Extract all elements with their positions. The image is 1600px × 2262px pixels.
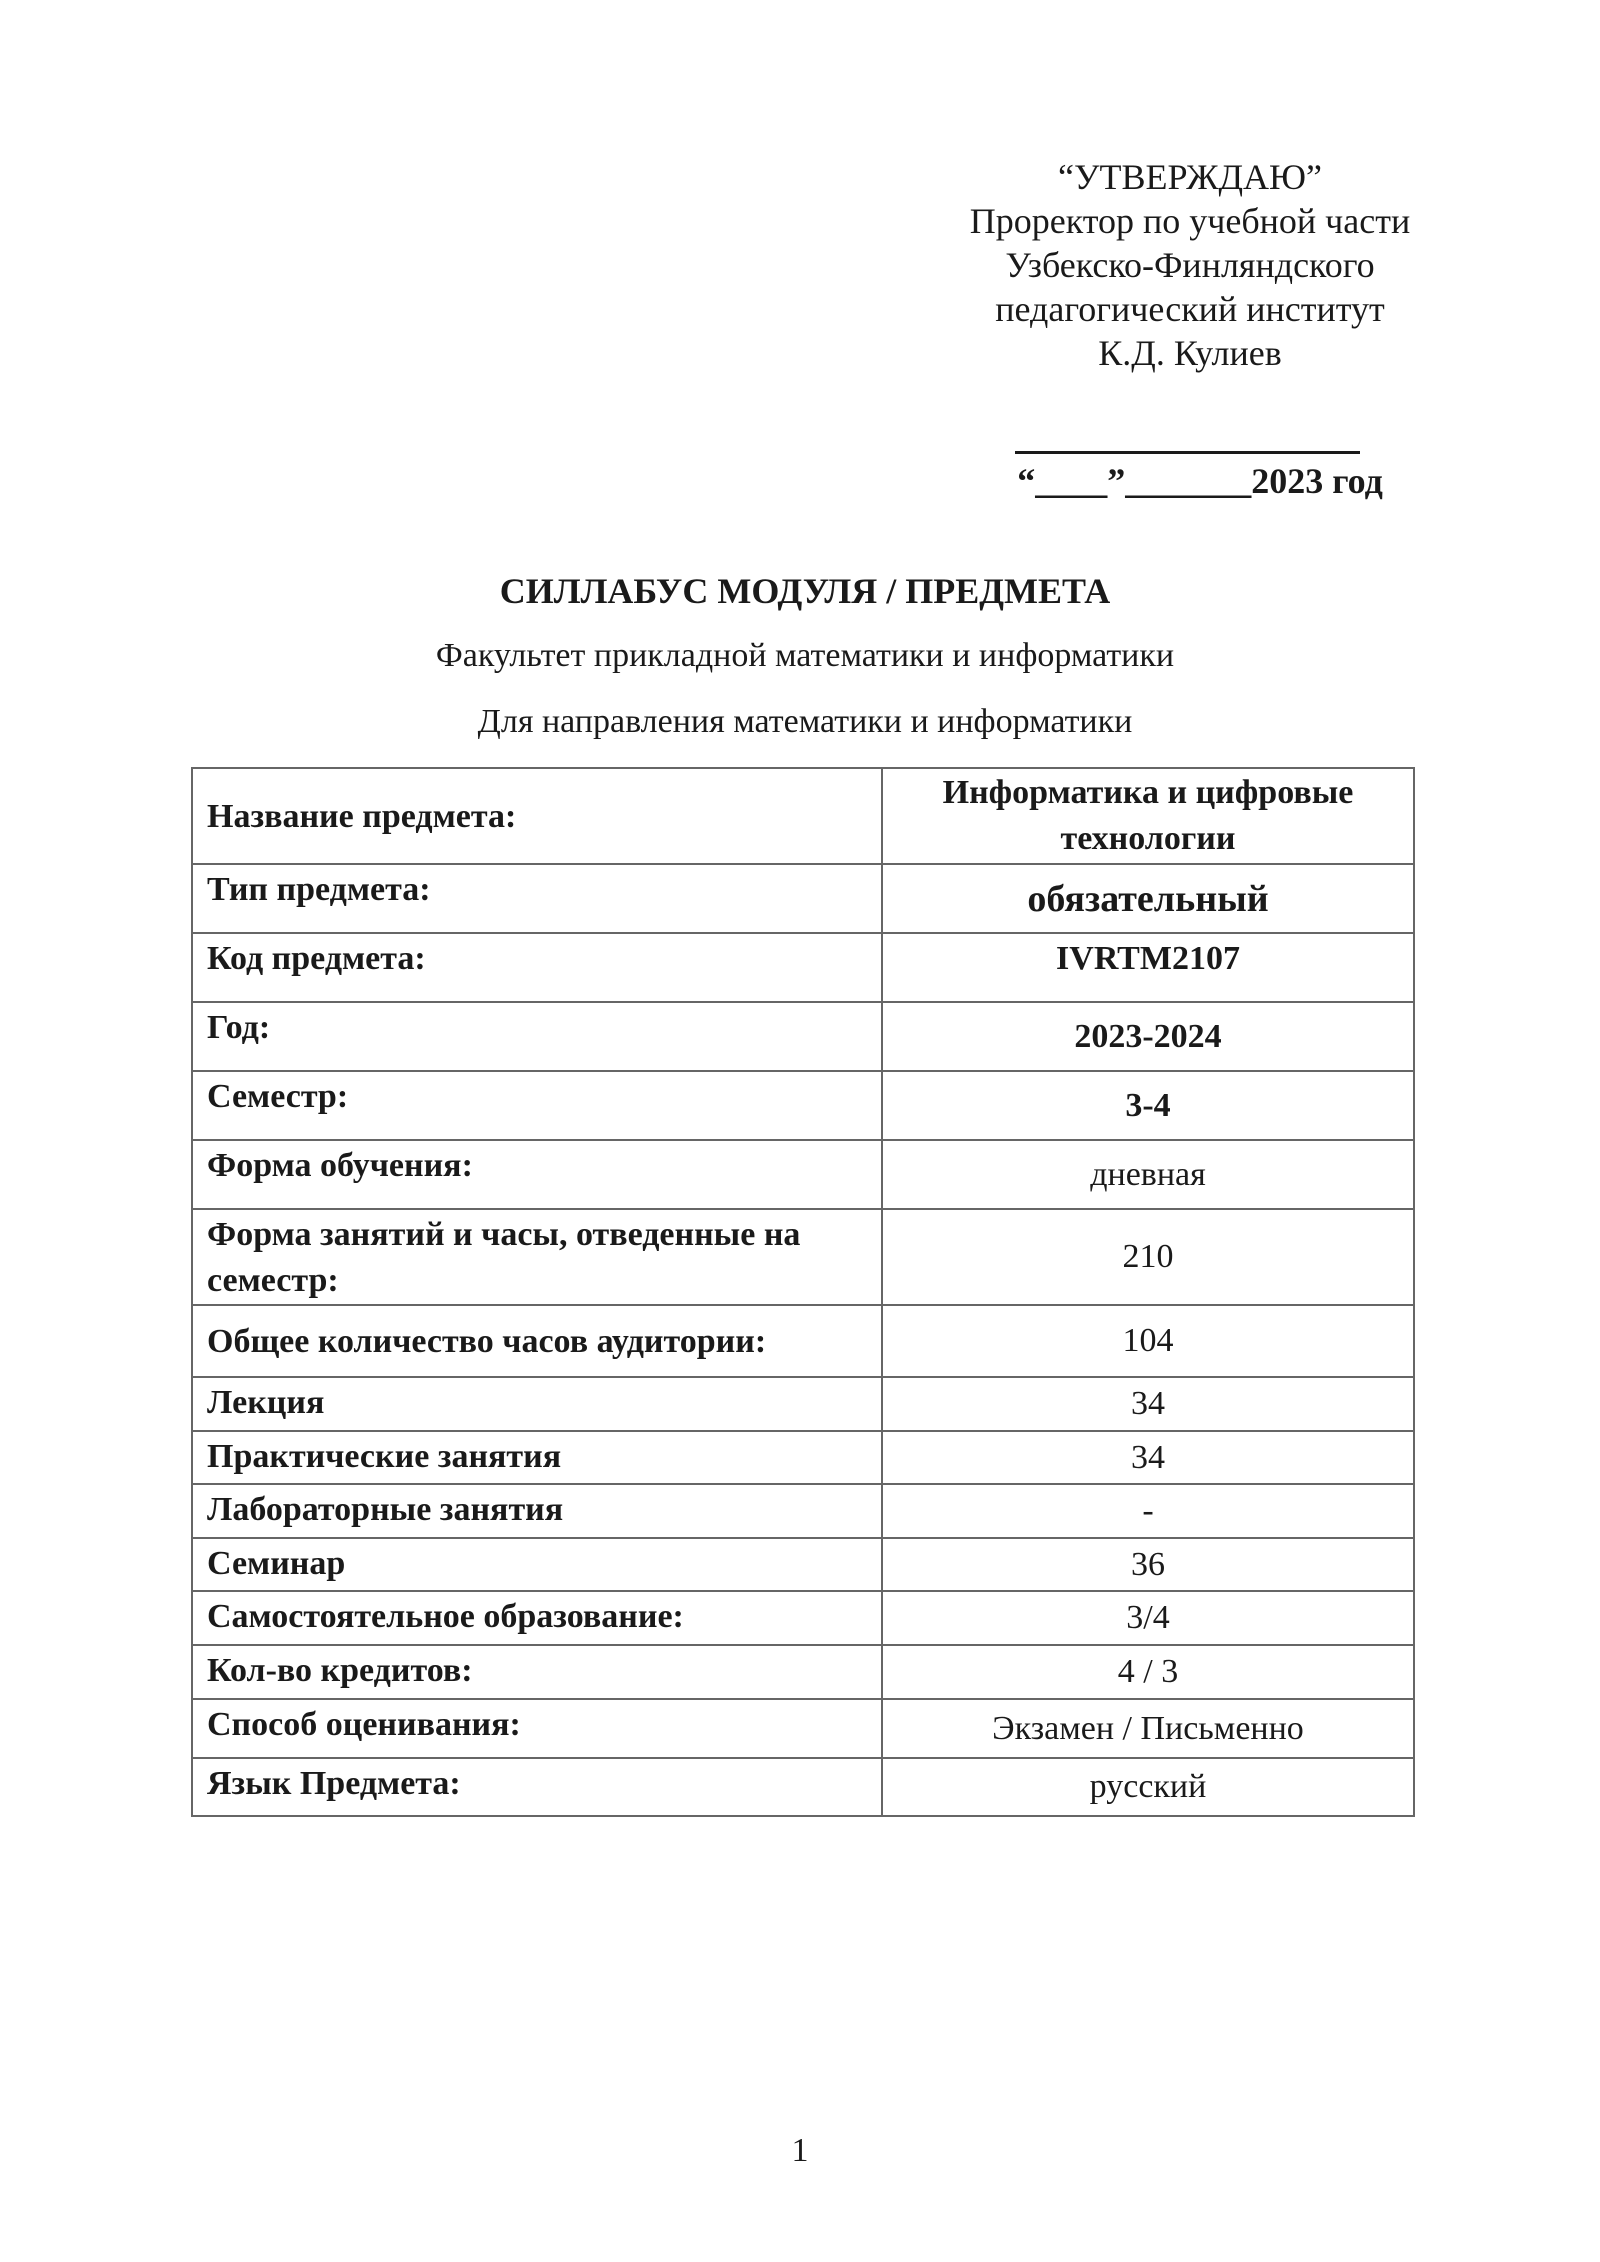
approval-date: “____”_______2023 год: [1017, 461, 1383, 501]
row-key: Способ оценивания:: [192, 1699, 882, 1758]
table-row: [192, 1645, 1414, 1699]
table-row: [192, 1591, 1414, 1645]
faculty-subtitle: Факультет прикладной математики и информатики: [435, 637, 1175, 674]
approval-block: [900, 155, 1480, 375]
row-value: -: [882, 1484, 1414, 1538]
document-title: СИЛЛАБУС МОДУЛЯ / ПРЕДМЕТА: [499, 571, 1111, 611]
row-value: русский: [882, 1758, 1414, 1816]
row-value: 210: [882, 1209, 1414, 1305]
row-key: Кол-во кредитов:: [192, 1645, 882, 1699]
row-key: Язык Предмета:: [192, 1758, 882, 1816]
row-key: Семестр:: [192, 1071, 882, 1140]
row-key: Тип предмета:: [192, 864, 882, 933]
table-row: [192, 1484, 1414, 1538]
row-key: Практические занятия: [192, 1431, 882, 1484]
row-key: Форма занятий и часы, отведенные на семестр:: [192, 1209, 882, 1305]
row-value: 34: [882, 1377, 1414, 1431]
table-row: [192, 1305, 1414, 1377]
table-row: [192, 1140, 1414, 1209]
row-key: Код предмета:: [192, 933, 882, 1002]
row-value: IVRTM2107: [882, 933, 1414, 1002]
row-value: 3-4: [882, 1071, 1414, 1140]
approval-institution-line2: педагогический институт: [995, 289, 1385, 329]
direction-subtitle: Для направления математики и информатики: [477, 703, 1133, 740]
signature-line: [1015, 451, 1360, 454]
approval-institution-line1: Узбекско-Финляндского: [1005, 245, 1375, 285]
row-value: 2023-2024: [882, 1002, 1414, 1071]
table-row: [192, 864, 1414, 933]
table-row: [192, 768, 1414, 864]
row-key: Название предмета:: [192, 768, 882, 864]
table-row: [192, 1071, 1414, 1140]
row-value: Информатика и цифровые технологии: [882, 768, 1414, 864]
table-row: [192, 1002, 1414, 1071]
row-key: Семинар: [192, 1538, 882, 1591]
row-value: 36: [882, 1538, 1414, 1591]
row-value: Экзамен / Письменно: [882, 1699, 1414, 1758]
syllabus-info-table: [191, 767, 1415, 1817]
table-row: [192, 1699, 1414, 1758]
row-value: обязательный: [882, 864, 1414, 933]
approval-heading: “УТВЕРЖДАЮ”: [1057, 157, 1322, 197]
table-row: [192, 933, 1414, 1002]
row-key: Общее количество часов аудитории:: [192, 1305, 882, 1377]
row-key: Год:: [192, 1002, 882, 1071]
approval-position: Проректор по учебной части: [969, 201, 1411, 241]
table-row: [192, 1377, 1414, 1431]
table-row: [192, 1758, 1414, 1816]
row-key: Лекция: [192, 1377, 882, 1431]
row-value: 104: [882, 1305, 1414, 1377]
table-row: [192, 1538, 1414, 1591]
table-row: [192, 1209, 1414, 1305]
row-key: Самостоятельное образование:: [192, 1591, 882, 1645]
page-number: 1: [791, 2132, 809, 2169]
row-value: дневная: [882, 1140, 1414, 1209]
row-value: 3/4: [882, 1591, 1414, 1645]
row-value: 34: [882, 1431, 1414, 1484]
row-value: 4 / 3: [882, 1645, 1414, 1699]
table-row: [192, 1431, 1414, 1484]
row-key: Лабораторные занятия: [192, 1484, 882, 1538]
row-key: Форма обучения:: [192, 1140, 882, 1209]
approval-signatory: К.Д. Кулиев: [1098, 333, 1282, 373]
